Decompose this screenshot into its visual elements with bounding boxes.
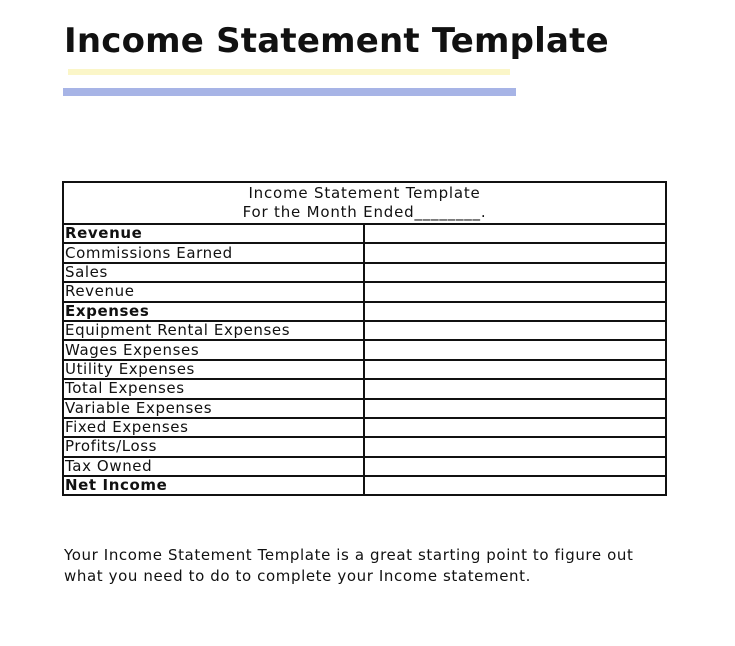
line-item-value bbox=[364, 224, 666, 243]
line-item-label: Commissions Earned bbox=[63, 243, 364, 262]
section-heading-cell: Revenue bbox=[63, 224, 364, 243]
line-item-value bbox=[364, 418, 666, 437]
table-row bbox=[63, 340, 666, 359]
table-header-row bbox=[63, 182, 666, 224]
line-item-value bbox=[364, 399, 666, 418]
title-underline-yellow bbox=[68, 69, 510, 75]
table-row bbox=[63, 418, 666, 437]
line-item-label: Utility Expenses bbox=[63, 360, 364, 379]
line-item-label: Wages Expenses bbox=[63, 340, 364, 359]
table-row bbox=[63, 282, 666, 301]
footer-note bbox=[64, 545, 704, 587]
footer-note-line-1: Your Income Statement Template is a great starting point to figure out bbox=[64, 546, 634, 564]
line-item-value bbox=[364, 302, 666, 321]
line-item-label: Fixed Expenses bbox=[63, 418, 364, 437]
table-row bbox=[63, 360, 666, 379]
line-item-label: Variable Expenses bbox=[63, 399, 364, 418]
line-item-label: Tax Owned bbox=[63, 457, 364, 476]
table-row bbox=[63, 476, 666, 495]
line-item-value bbox=[364, 321, 666, 340]
table-header-period: For the Month Ended________. bbox=[242, 203, 487, 221]
line-item-value bbox=[364, 437, 666, 456]
table-header-title: Income Statement Template bbox=[248, 184, 481, 202]
footer-note-line-2: what you need to do to complete your Income statement. bbox=[64, 567, 532, 585]
table-row bbox=[63, 321, 666, 340]
line-item-value bbox=[364, 282, 666, 301]
line-item-value bbox=[364, 243, 666, 262]
line-item-value bbox=[364, 263, 666, 282]
table-row bbox=[63, 437, 666, 456]
line-item-label: Total Expenses bbox=[63, 379, 364, 398]
table-row bbox=[63, 399, 666, 418]
table-row bbox=[63, 224, 666, 243]
line-item-label: Equipment Rental Expenses bbox=[63, 321, 364, 340]
line-item-value bbox=[364, 340, 666, 359]
table-row bbox=[63, 263, 666, 282]
line-item-label: Sales bbox=[63, 263, 364, 282]
line-item-label: Profits/Loss bbox=[63, 437, 364, 456]
table-row bbox=[63, 243, 666, 262]
table-row bbox=[63, 457, 666, 476]
table-row bbox=[63, 379, 666, 398]
section-heading-cell: Net Income bbox=[63, 476, 364, 495]
table-row bbox=[63, 302, 666, 321]
section-heading-cell: Expenses bbox=[63, 302, 364, 321]
line-item-value bbox=[364, 379, 666, 398]
line-item-value bbox=[364, 476, 666, 495]
income-statement-table bbox=[62, 181, 667, 496]
title-underline-blue bbox=[63, 88, 516, 96]
line-item-value bbox=[364, 457, 666, 476]
page-title: Income Statement Template bbox=[64, 21, 609, 61]
line-item-label: Revenue bbox=[63, 282, 364, 301]
line-item-value bbox=[364, 360, 666, 379]
table-header-cell bbox=[63, 182, 666, 224]
